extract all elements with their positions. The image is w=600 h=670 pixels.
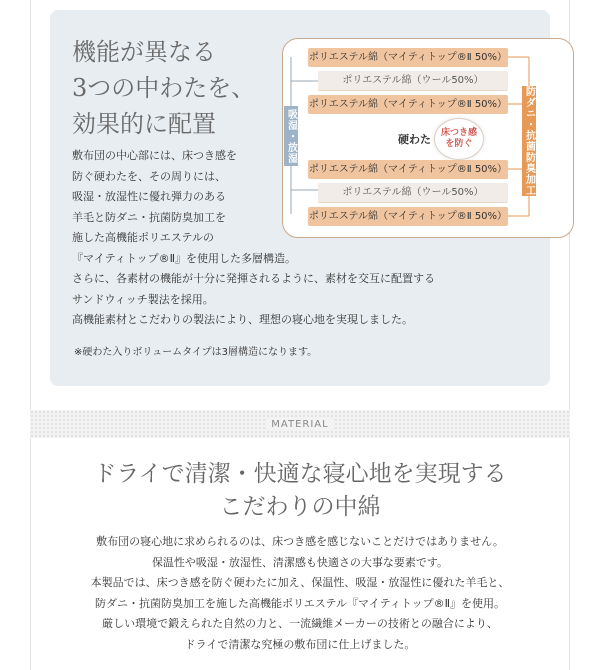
layer-mightytop-1: ポリエステル綿（マイティトップ®Ⅱ 50%） <box>308 48 508 67</box>
volume-type-note: ※硬わた入りボリュームタイプは3層構造になります。 <box>74 347 318 358</box>
feature-heading-line: 効果的に配置 <box>72 110 216 138</box>
material-line: 厳しい環境で鍛えられた自然の力と、一流繊維メーカーの技術との融合により、 <box>102 617 498 630</box>
layer-mightytop-3: ポリエステル綿（マイティトップ®Ⅱ 50%） <box>308 160 508 179</box>
description-line: さらに、各素材の機能が十分に発揮されるように、素材を交互に配置する <box>72 272 435 285</box>
material-line: 保温性や吸湿・放湿性、清潔感も快適さの大事な要素です。 <box>151 555 449 569</box>
description-line: 吸湿・放湿性に優れ弾力のある <box>72 190 226 203</box>
feature-heading-line: 機能が異なる <box>72 38 216 66</box>
description-line: 羊毛と防ダニ・抗菌防臭加工を <box>72 210 226 224</box>
antimite-label: 防ダニ・抗菌防臭加工 <box>523 86 535 196</box>
description-line: 施した高機能ポリエステルの <box>72 231 215 244</box>
core-badge-line: 床つき感 <box>440 128 477 138</box>
material-line: 防ダニ・抗菌防臭加工を施した高機能ポリエステル『マイティトップ®Ⅱ』を使用。 <box>95 596 505 610</box>
description-line: 敷布団の中心部には、床つき感を <box>72 149 237 162</box>
material-description <box>0 532 600 655</box>
material-heading-line: ドライで清潔・快適な寝心地を実現する <box>93 461 507 487</box>
moisture-label: 吸湿・放湿 <box>284 106 298 166</box>
material-section-label: MATERIAL <box>265 419 334 430</box>
layer-hard-core: 硬わた <box>398 133 431 146</box>
description-line: サンドウィッチ製法を採用。 <box>72 292 214 306</box>
layer-mightytop-2: ポリエステル綿（マイティトップ®Ⅱ 50%） <box>308 95 508 114</box>
core-badge-line: を防ぐ <box>445 139 473 149</box>
description-line: 『マイティトップ®Ⅱ』を使用した多層構造。 <box>72 251 296 265</box>
material-line: 敷布団の寝心地に求められるのは、床つき感を感じないことだけではありません。 <box>96 535 504 548</box>
description-line: 高機能素材とこだわりの製法により、理想の寝心地を実現しました。 <box>72 313 413 326</box>
material-heading <box>0 458 600 524</box>
layer-wool-2: ポリエステル綿（ウール50%） <box>318 183 508 203</box>
description-line: 防ぐ硬わたを、その周りには、 <box>72 169 226 183</box>
layer-wool-1: ポリエステル綿（ウール50%） <box>318 71 508 91</box>
material-heading-line: こだわりの中綿 <box>219 494 381 520</box>
material-line: 本製品では、床つき感を防ぐ硬わたに加え、保温性、吸湿・放湿性に優れた羊毛と、 <box>90 576 510 589</box>
core-badge <box>434 118 484 160</box>
feature-heading-line: 3つの中わたを、 <box>72 74 256 102</box>
layer-mightytop-4: ポリエステル綿（マイティトップ®Ⅱ 50%） <box>308 207 508 226</box>
material-section-band <box>30 410 570 438</box>
material-line: ドライで清潔な究極の敷布団に仕上げました。 <box>184 637 416 651</box>
